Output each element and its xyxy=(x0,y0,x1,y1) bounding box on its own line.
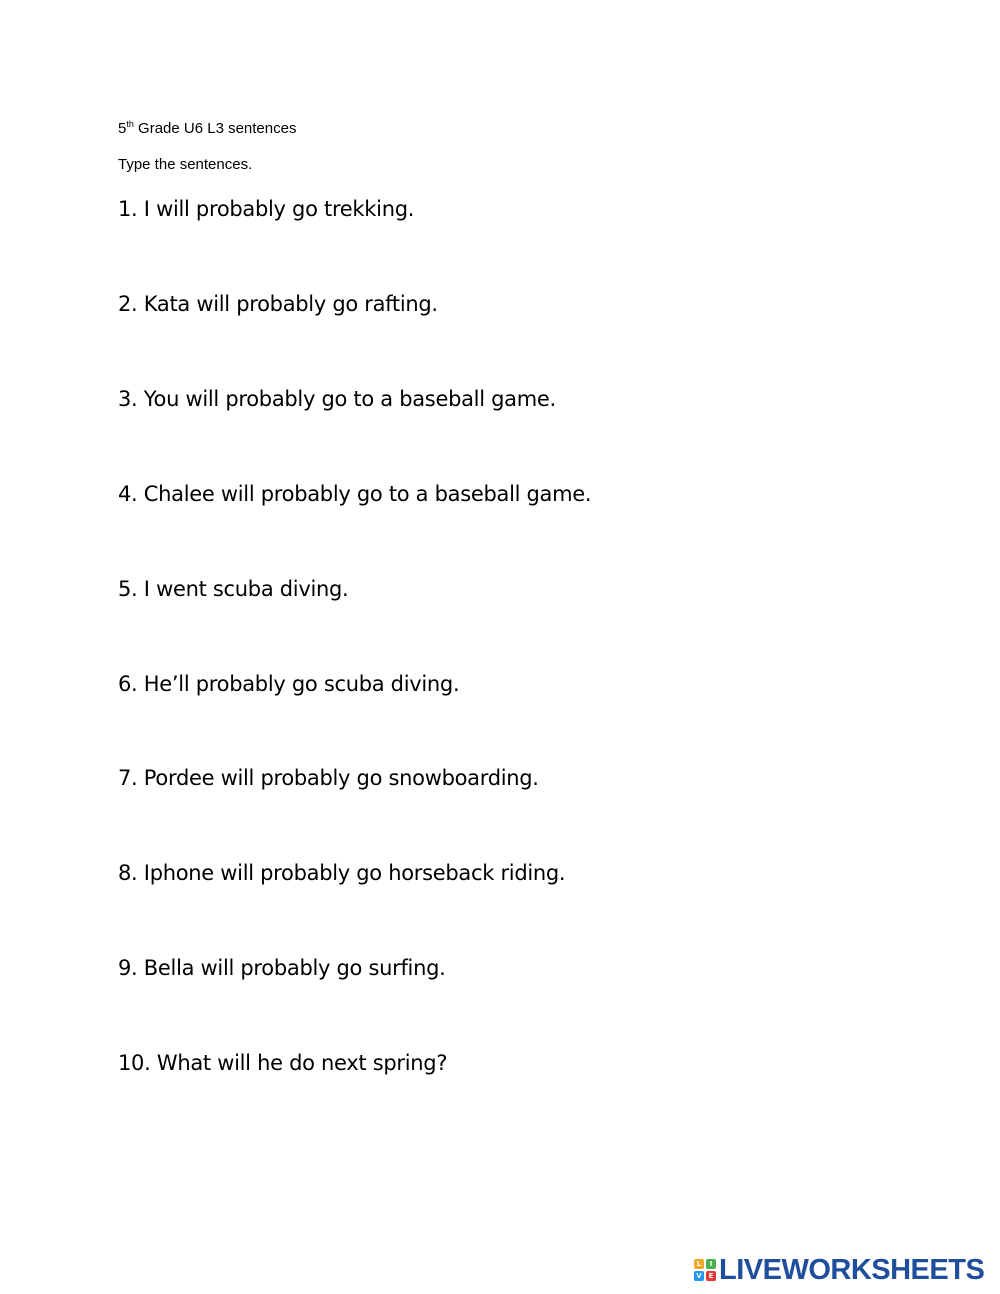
liveworksheets-logo-icon xyxy=(694,1259,716,1281)
sentence-6: 6. He’ll probably go scuba diving. xyxy=(118,672,460,696)
sentence-1: 1. I will probably go trekking. xyxy=(118,197,415,221)
logo-tile-e: E xyxy=(706,1271,716,1281)
sentence-5: 5. I went scuba diving. xyxy=(118,577,349,601)
sentence-10: 10. What will he do next spring? xyxy=(118,1051,448,1075)
logo-tile-l: L xyxy=(694,1259,704,1269)
logo-tile-v: V xyxy=(694,1271,704,1281)
sentence-4: 4. Chalee will probably go to a baseball game. xyxy=(118,482,592,506)
sentence-2: 2. Kata will probably go rafting. xyxy=(118,292,438,316)
title-ordinal-suffix: th xyxy=(126,119,134,129)
sentence-3: 3. You will probably go to a baseball game. xyxy=(118,387,556,411)
sentence-9: 9. Bella will probably go surfing. xyxy=(118,956,446,980)
logo-tile-i: I xyxy=(706,1259,716,1269)
sentence-7: 7. Pordee will probably go snowboarding. xyxy=(118,766,539,790)
title-rest: Grade U6 L3 sentences xyxy=(133,120,297,137)
title-grade-number: 5 xyxy=(118,120,127,137)
sentence-8: 8. Iphone will probably go horseback riding. xyxy=(118,861,566,885)
instruction-text: Type the sentences. xyxy=(118,156,253,173)
worksheet-title xyxy=(118,119,296,139)
brand-name: LIVEWORKSHEETS xyxy=(719,1254,985,1286)
liveworksheets-brand xyxy=(694,1255,984,1285)
